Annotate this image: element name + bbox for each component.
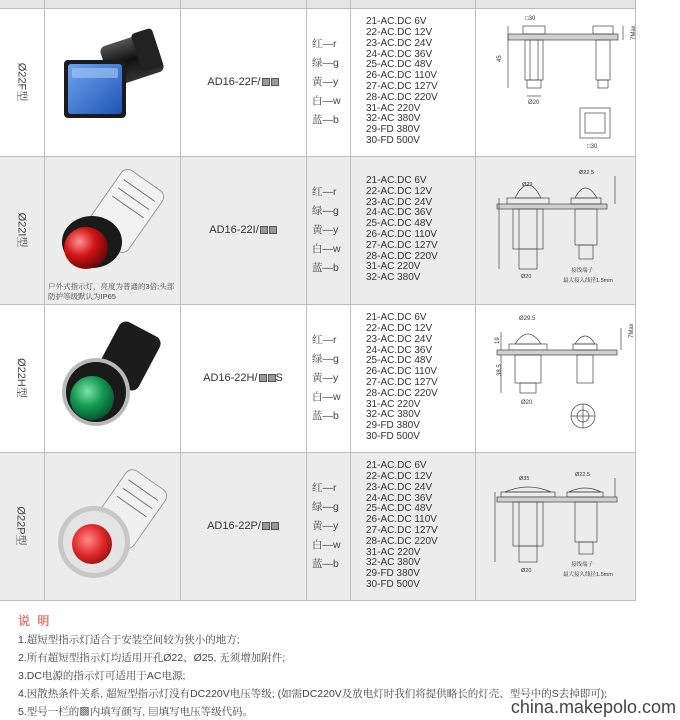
- dimension-drawing-22i: [475, 156, 636, 304]
- series-label: Ø22P型: [14, 506, 27, 546]
- dim-label: 最大接入线径1.5mm: [563, 278, 613, 284]
- dimension-drawing-22p: [475, 452, 636, 600]
- color-codes: 红—r 绿—g 黄—y 白—w 蓝—b: [312, 333, 341, 422]
- dim-label: 7Max: [631, 25, 637, 40]
- dim-label: 45: [497, 55, 503, 62]
- dim-label: Ø29: [522, 182, 533, 188]
- series-label: Ø22F型: [14, 62, 27, 102]
- header-strip: [0, 0, 636, 8]
- note-line-4: 4.因散热条件关系, 超短型指示灯没有DC220V电压等级; (如需DC220V及放电灯时我们将提供略长的灯壳、型号中的S去掉即可);: [18, 688, 608, 700]
- voltage-code-box: [268, 374, 276, 382]
- product-photo-22f: [44, 8, 180, 156]
- dim-label: 7Max: [629, 323, 635, 338]
- model-number: AD16-22F/: [180, 8, 306, 156]
- voltage-list: 21-AC.DC 6V 22-AC.DC 12V 23-AC.DC 24V 24-AC.DC 36V 25-AC.DC 48V 26-AC.DC 110V 27-AC.DC 127V 28-AC.DC 220V 31-AC 220V 32-AC 380V 29-FD 380V 30-FD 500V: [366, 460, 438, 590]
- voltage-code-box: [271, 522, 279, 530]
- dim-label: 接线端子: [571, 562, 594, 568]
- voltage-list: 21-AC.DC 6V 22-AC.DC 12V 23-AC.DC 24V 24-AC.DC 36V 25-AC.DC 48V 26-AC.DC 110V 27-AC.DC 127V 28-AC.DC 220V 31-AC 220V 32-AC 380V 29-FD 380V 30-FD 500V: [366, 312, 438, 442]
- dim-label: 38.5: [497, 364, 503, 376]
- series-label: Ø22I型: [14, 212, 27, 248]
- dim-label: 19: [495, 337, 501, 344]
- note-line-5: 5.型号一栏的▩内填写颜写, ▤填写电压等级代码。: [18, 706, 254, 718]
- dim-label: Ø20: [521, 400, 533, 406]
- dim-label: Ø20: [528, 100, 540, 106]
- dim-label: Ø20: [521, 568, 532, 574]
- voltage-code-box: [269, 226, 277, 234]
- product-photo-22p: [44, 452, 180, 600]
- voltage-list: 21-AC.DC 6V 22-AC.DC 12V 23-AC.DC 24V 24-AC.DC 36V 25-AC.DC 48V 26-AC.DC 110V 27-AC.DC 127V 28-AC.DC 220V 31-AC 220V 32-AC 380V 29-FD 380V 30-FD 500V: [366, 16, 438, 146]
- voltage-list: 21-AC.DC 6V 22-AC.DC 12V 23-AC.DC 24V 24-AC.DC 36V 25-AC.DC 48V 26-AC.DC 110V 27-AC.DC 127V 28-AC.DC 220V 31-AC 220V 32-AC 380V: [366, 175, 438, 284]
- dimension-drawing-22f: [475, 8, 636, 156]
- dim-label: Ø20: [521, 274, 532, 280]
- color-codes: 红—r 绿—g 黄—y 白—w 蓝—b: [312, 37, 341, 126]
- dim-label: Ø22.5: [575, 472, 590, 478]
- model-number: AD16-22H/ S: [203, 372, 283, 384]
- model-number: AD16-22P/: [180, 452, 306, 600]
- dim-label: Ø35: [519, 476, 530, 482]
- product-note: 户外式指示灯，亮度为普通的3倍;头部防护等级默认为IP65: [48, 282, 175, 301]
- dim-label: □30: [587, 144, 598, 150]
- dim-label: □30: [525, 16, 536, 22]
- color-code-box: [262, 522, 270, 530]
- product-photo-22i: [44, 156, 180, 284]
- dim-label: Ø22.5: [579, 170, 594, 176]
- model-number: AD16-22I/: [180, 156, 306, 304]
- voltage-code-box: [271, 78, 279, 86]
- note-line-3: 3.DC电源的指示灯可适用于AC电源;: [18, 670, 186, 682]
- note-line-2: 2.所有超短型指示灯均适用开孔Ø22、Ø25, 无须增加附件;: [18, 652, 286, 664]
- product-photo-22h: [44, 304, 180, 452]
- watermark: china.makepolo.com: [510, 697, 676, 717]
- notes-title: 说 明: [18, 614, 52, 628]
- color-codes: 红—r 绿—g 黄—y 白—w 蓝—b: [312, 481, 341, 570]
- dim-label: Ø29.5: [519, 316, 536, 322]
- color-code-box: [262, 78, 270, 86]
- row-divider: [0, 600, 636, 601]
- dimension-drawing-22h: [475, 304, 636, 452]
- dim-label: 最大接入线径1.5mm: [563, 572, 613, 578]
- series-label: Ø22H型: [15, 358, 27, 398]
- color-code-box: [260, 226, 268, 234]
- color-codes: 红—r 绿—g 黄—y 白—w 蓝—b: [312, 185, 341, 274]
- note-line-1: 1.超短型指示灯适合于安装空间较为狭小的地方;: [18, 634, 240, 646]
- color-code-box: [259, 374, 267, 382]
- dim-label: 接线端子: [571, 268, 594, 274]
